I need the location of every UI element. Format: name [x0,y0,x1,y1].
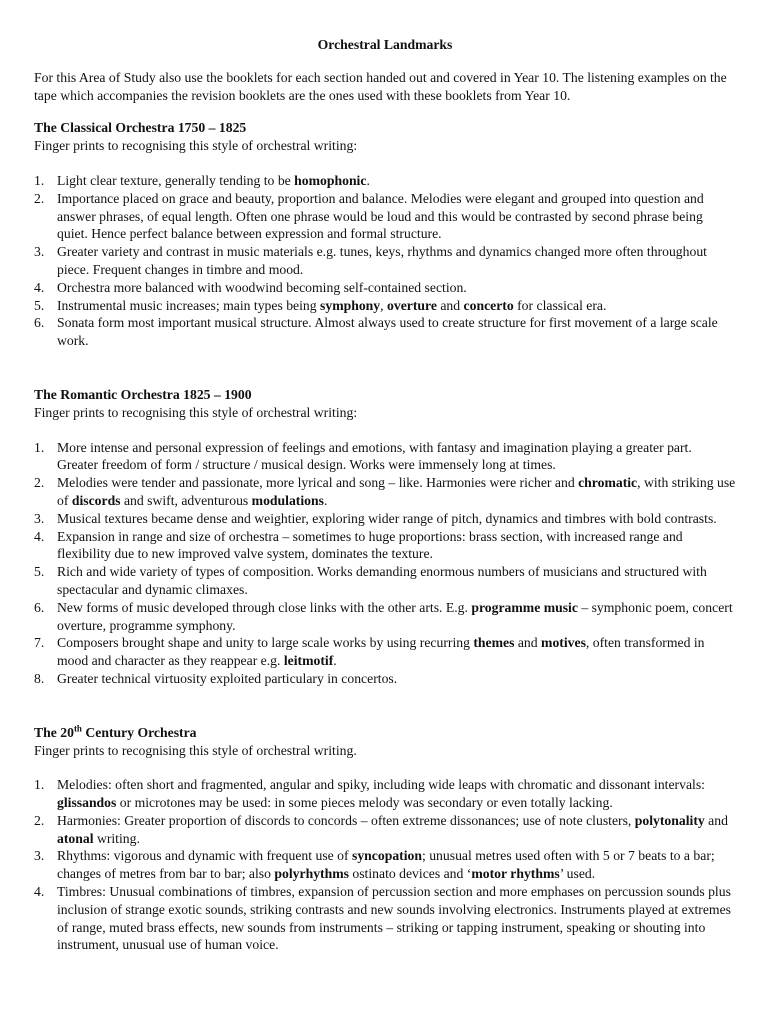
list-item-number: 5. [34,564,45,580]
section-twentieth [34,724,736,955]
list-item-number: 8. [34,670,45,686]
text-run: and [436,297,464,313]
text-run: for classical era. [513,297,607,313]
intro-paragraph: For this Area of Study also use the booklets for each section handed out and covered in Year 10. The listening examples on the tape which accompanies the revision booklets are the ones used with these booklets from Year 10. [34,69,727,103]
text-run: Instrumental music increases; main types being [57,297,321,313]
text-run: New forms of music developed through close links with the other arts. E.g. [57,599,472,615]
section-heading-twentieth: The 20th Century Orchestra [34,723,197,740]
list-item [34,297,736,315]
key-term: symphony [320,297,381,313]
list-item-number: 6. [34,599,45,615]
list-item-text [57,191,704,242]
list-item [34,812,736,848]
list-item-number: 3. [34,510,45,526]
section-classical [34,119,736,350]
text-run: Orchestra more balanced with woodwind becoming self-contained section. [57,279,467,295]
list-item-number: 2. [34,190,45,206]
text-run: ’ used. [559,866,596,882]
key-term: overture [387,297,437,313]
section-subheading-romantic: Finger prints to recognising this style of orchestral writing: [34,404,358,420]
text-run: Melodies were tender and passionate, more lyrical and song – like. Harmonies were richer and [57,475,579,491]
text-run: Greater technical virtuosity exploited particulary in concertos. [57,670,398,686]
list-item-number: 1. [34,172,45,188]
key-term: glissandos [57,795,117,811]
list-item-text [57,315,718,348]
text-run: , [380,297,387,313]
list-item-text [57,884,731,952]
key-term: chromatic [578,475,638,491]
list-item-number: 6. [34,315,45,331]
text-run: . [366,172,370,188]
section-subheading-classical: Finger prints to recognising this style of orchestral writing: [34,138,358,154]
list-item [34,172,736,190]
list-item-text [57,511,717,526]
list-item [34,599,736,635]
text-run: , with striking use of [57,475,736,508]
list-item-number: 2. [34,475,45,491]
list-item-text [57,777,705,810]
text-run: and swift, adventurous [120,492,252,508]
text-run: ; unusual metres used often with 5 or 7 beats to a bar; changes of metres from bar to bar; also [57,848,715,882]
text-run: Sonata form most important musical structure. Almost always used to create structure for first movement of a large scale work. [57,315,718,349]
key-term: concerto [463,297,514,313]
text-run: Melodies: often short and fragmented, angular and spiky, including wide leaps with chromatic and dissonant intervals: [57,777,705,793]
key-term: motives [541,635,586,651]
text-run: and [514,635,542,651]
text-run: Expansion in range and size of orchestra – sometimes to huge proportions: brass section, with increased range and flexibility due to new improved valve system, dominates the texture. [57,528,683,562]
list-classical [34,172,736,350]
key-term: homophonic [294,172,367,188]
list-item-text [57,475,735,508]
list-item-number: 4. [34,884,45,900]
list-twentieth [34,776,736,954]
list-item-number: 7. [34,635,45,651]
text-run: Timbres: Unusual combinations of timbres, expansion of percussion section and more emphases on percussion sounds plus inclusion of strange exotic sounds, striking contrasts and new sounds involving electronics. Instruments played at extremes of range, muted brass effects, new sounds from instruments – striking or tapping instrument, speaking or shouting into instrument, unusual use of human voice. [57,884,731,953]
text-run: writing. [93,830,140,846]
list-item-text [57,635,705,668]
list-item [34,190,736,243]
list-item-number: 1. [34,439,45,455]
list-item [34,847,736,883]
section-romantic [34,386,736,688]
key-term: leitmotif [283,653,334,669]
text-run: Rich and wide variety of types of composition. Works demanding enormous numbers of musicians and structured with spectacular and dynamic climaxes. [57,564,707,597]
section-subheading-twentieth: Finger prints to recognising this style of orchestral writing. [34,742,357,758]
text-run: . [323,492,328,508]
list-item [34,776,736,812]
list-item [34,279,736,297]
list-item-number: 4. [34,528,45,544]
document-page [34,36,736,954]
list-item [34,528,736,564]
text-run: Rhythms: vigorous and dynamic with frequent use of [57,848,352,864]
list-item-number: 1. [34,777,45,793]
text-run: or microtones may be used: in some pieces melody was secondary or even totally lacking. [116,795,613,811]
list-item-text [57,280,467,295]
list-item-text [57,244,707,277]
list-item [34,510,736,528]
text-run: Greater variety and contrast in music materials e.g. tunes, keys, rhythms and dynamics changed more often throughout piece. Frequent changes in timbre and mood. [57,244,707,277]
list-item-text [57,813,728,846]
section-heading-romantic: The Romantic Orchestra 1825 – 1900 [34,386,252,402]
list-item-number: 3. [34,848,45,864]
list-item-text [57,671,397,686]
text-run: – symphonic poem, concert overture, programme symphony. [57,599,733,633]
document-title: Orchestral Landmarks [317,37,453,52]
list-item [34,243,736,279]
key-term: polytonality [634,812,705,828]
text-run: ostinato devices and ‘ [348,866,472,882]
list-item-text [57,564,707,597]
list-item-text [57,529,683,562]
key-term: syncopation [352,848,422,864]
text-run: . [333,653,337,669]
list-item-text [57,298,606,313]
text-run: Light clear texture, generally tending to be [57,172,295,188]
text-run: Importance placed on grace and beauty, proportion and balance. Melodies were elegant and grouped into question and answer phrases, of equal length. Often one phrase would be loud and this would be contrasted by second phrase being quiet. Hence perfect balance between expression and formal structure. [57,190,704,242]
text-run: Musical textures became dense and weightier, exploring wider range of pitch, dynamics and timbres with bold contrasts. [57,510,717,526]
list-item [34,634,736,670]
list-item-text [57,848,715,881]
list-item [34,439,736,475]
list-item [34,563,736,599]
list-item-text [57,440,692,473]
key-term: motor rhythms [471,866,560,882]
text-run: Composers brought shape and unity to large scale works by using recurring [57,635,474,651]
list-item-number: 3. [34,244,45,260]
key-term: modulations [251,492,324,508]
key-term: programme music [471,599,578,615]
section-heading-classical: The Classical Orchestra 1750 – 1825 [34,120,247,136]
list-item-text [57,600,733,633]
list-item-number: 5. [34,297,45,313]
list-item-text [57,173,370,188]
list-item [34,883,736,954]
text-run: Harmonies: Greater proportion of discords to concords – often extreme dissonances; use of note clusters, [57,812,635,828]
list-item [34,314,736,350]
key-term: atonal [57,830,94,846]
list-item [34,474,736,510]
list-romantic [34,439,736,688]
text-run: , often transformed in mood and character as they reappear e.g. [57,635,705,669]
key-term: polyrhythms [274,866,349,882]
list-item [34,670,736,688]
text-run: and [704,812,728,828]
list-item-number: 2. [34,812,45,828]
key-term: themes [473,635,515,651]
text-run: More intense and personal expression of feelings and emotions, with fantasy and imagination playing a greater part. Greater freedom of form / structure / musical design. Works were immensely long at times. [57,439,692,473]
key-term: discords [71,492,121,508]
list-item-number: 4. [34,279,45,295]
